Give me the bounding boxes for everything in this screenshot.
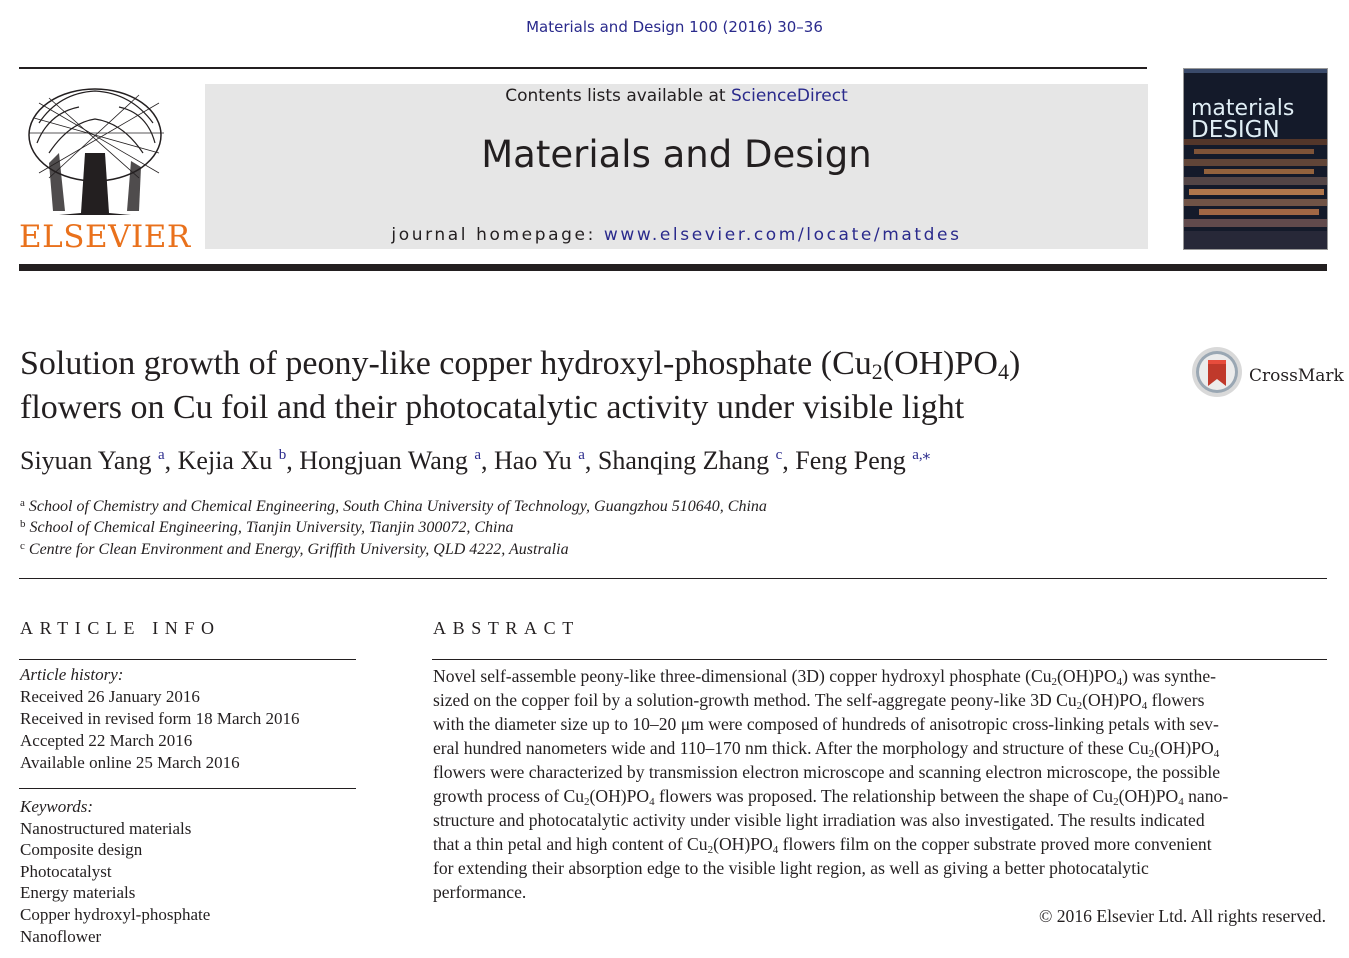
abstract-text: for extending their absorption edge to the visible light region, as well as giving a better photocatalytic <box>433 858 1149 878</box>
abstract-text: sized on the copper foil by a solution-growth method. The self-aggregate peony-like 3D Cu <box>433 690 1077 710</box>
abstract-text: structure and photocatalytic activity under visible light irradiation was also investigated. The results indicated <box>433 810 1205 830</box>
affiliation-text: Centre for Clean Environment and Energy, Griffith University, QLD 4222, Australia <box>28 541 569 558</box>
affiliation-mark: b <box>20 518 26 530</box>
title-text-3: ) <box>1008 345 1021 382</box>
crossmark-label[interactable]: CrossMark <box>1249 366 1344 386</box>
abstract-text: growth process of Cu <box>433 786 584 806</box>
abstract-text: that a thin petal and high content of Cu <box>433 834 708 854</box>
subscript: 2 <box>1051 676 1058 688</box>
publisher-wordmark: ELSEVIER <box>19 219 191 255</box>
abstract-body <box>433 664 1327 904</box>
abstract-text: flowers film on the copper substrate proved more convenient <box>778 834 1212 854</box>
subscript: 4 <box>649 796 655 808</box>
history-item: Available online 25 March 2016 <box>20 753 240 772</box>
author-name[interactable]: Feng Peng <box>795 446 906 475</box>
cover-title-materials: materials <box>1191 96 1295 121</box>
abstract-rule <box>432 659 1327 660</box>
author-list: Siyuan Yang $^a$, Kejia Xu $^b$, Hongjuan Wang $^a$, Hao Yu $^a$, Shanqing Zhang $^c$, Feng Peng $^{a,⁎}$ <box>20 446 931 475</box>
keywords-list <box>20 796 210 947</box>
info-rule-top <box>19 659 356 660</box>
article-title <box>20 342 1160 430</box>
abstract-text: (OH)PO <box>1118 786 1179 806</box>
abstract-text: flowers <box>1147 690 1205 710</box>
sciencedirect-link[interactable]: ScienceDirect <box>730 86 848 106</box>
affiliation-a <box>20 497 767 516</box>
history-item: Received in revised form 18 March 2016 <box>20 709 300 728</box>
abstract-text: (OH)PO <box>1082 690 1142 710</box>
author-affil-mark[interactable]: a <box>474 447 481 463</box>
abstract-heading: ABSTRACT <box>433 618 580 638</box>
abstract-text: ) was synthe- <box>1122 666 1216 686</box>
abstract-text: (OH)PO <box>1057 666 1117 686</box>
abstract-text: flowers were characterized by transmission electron microscope and scanning electron microscope, the possible <box>433 762 1221 782</box>
contents-prefix: Contents lists available at <box>505 86 731 106</box>
title-sub-4: 4 <box>997 359 1009 384</box>
header-bottom-rule <box>19 264 1327 271</box>
abstract-text: flowers was proposed. The relationship between the shape of Cu <box>654 786 1114 806</box>
history-item: Accepted 22 March 2016 <box>20 731 193 750</box>
author-affil-mark[interactable]: a,⁎ <box>912 447 931 463</box>
subscript: 4 <box>1116 676 1123 688</box>
homepage-line <box>205 225 1148 245</box>
history-item: Received 26 January 2016 <box>20 687 200 706</box>
author-name[interactable]: Kejia Xu <box>177 446 273 475</box>
author-affil-mark[interactable]: b <box>278 447 287 463</box>
author-name[interactable]: Siyuan Yang <box>20 446 152 475</box>
title-line-2: flowers on Cu foil and their photocatalytic activity under visible light <box>20 389 965 426</box>
article-info-heading: ARTICLE INFO <box>20 618 221 638</box>
subscript: 2 <box>1076 700 1083 712</box>
title-text-1: Solution growth of peony-like copper hydroxyl-phosphate (Cu <box>20 345 872 382</box>
affiliation-text: School of Chemistry and Chemical Engineering, South China University of Technology, Guangzhou 510640, China <box>28 498 767 515</box>
abstract-text: with the diameter size up to 10–20 μm were composed of hundreds of anisotropic cross-linking petals with sev- <box>433 714 1219 734</box>
section-separator <box>19 578 1327 579</box>
subscript: 2 <box>707 844 714 856</box>
crossmark-icon[interactable] <box>1191 346 1243 398</box>
keyword-item: Composite design <box>20 840 143 860</box>
title-sub-2: 2 <box>871 359 883 384</box>
homepage-prefix: journal homepage: <box>391 225 604 245</box>
copyright-notice: © 2016 Elsevier Ltd. All rights reserved. <box>1039 906 1326 926</box>
history-heading: Article history: <box>20 665 124 684</box>
affiliation-text: School of Chemical Engineering, Tianjin University, Tianjin 300072, China <box>29 519 514 536</box>
subscript: 4 <box>1141 700 1148 712</box>
subscript: 4 <box>1213 748 1220 760</box>
title-text-2: (OH)PO <box>882 345 998 382</box>
keyword-item: Copper hydroxyl-phosphate <box>20 904 211 924</box>
author-affil-mark[interactable]: a <box>578 447 585 463</box>
info-rule-middle <box>19 788 356 789</box>
abstract-text: (OH)PO <box>713 834 773 854</box>
cover-title-design: DESIGN <box>1191 117 1280 143</box>
author-name[interactable]: Shanqing Zhang <box>597 446 770 475</box>
subscript: 2 <box>1148 748 1155 760</box>
subscript: 4 <box>1178 796 1184 808</box>
abstract-text: Novel self-assemble peony-like three-dimensional (3D) copper hydroxyl phosphate (Cu <box>433 666 1052 686</box>
author-affil-mark[interactable]: c <box>775 447 783 463</box>
abstract-text: (OH)PO <box>589 786 650 806</box>
abstract-text: (OH)PO <box>1154 738 1214 758</box>
keyword-item: Nanoflower <box>20 926 102 946</box>
abstract-text: eral hundred nanometers wide and 110–170 nm thick. After the morphology and structure of these Cu <box>433 738 1149 758</box>
affiliation-mark: c <box>20 540 25 552</box>
author-name[interactable]: Hao Yu <box>494 446 572 475</box>
article-history <box>20 664 299 774</box>
homepage-link[interactable]: www.elsevier.com/locate/matdes <box>603 225 962 245</box>
contents-line <box>205 86 1148 106</box>
subscript: 2 <box>584 796 590 808</box>
subscript: 4 <box>772 844 779 856</box>
author-affil-mark[interactable]: a <box>157 447 165 463</box>
keywords-heading: Keywords: <box>20 797 94 816</box>
affiliation-b <box>20 518 514 537</box>
abstract-text: performance. <box>433 882 527 902</box>
author-name[interactable]: Hongjuan Wang <box>299 446 468 475</box>
affiliation-c <box>20 540 569 559</box>
journal-citation[interactable]: Materials and Design 100 (2016) 30–36 <box>526 18 823 36</box>
keyword-item: Energy materials <box>20 883 136 903</box>
header-top-rule <box>19 67 1147 69</box>
affiliation-mark: a <box>20 497 25 509</box>
journal-name: Materials and Design <box>481 133 872 176</box>
keyword-item: Photocatalyst <box>20 861 112 881</box>
abstract-text: nano- <box>1183 786 1229 806</box>
subscript: 2 <box>1113 796 1119 808</box>
keyword-item: Nanostructured materials <box>20 818 192 838</box>
